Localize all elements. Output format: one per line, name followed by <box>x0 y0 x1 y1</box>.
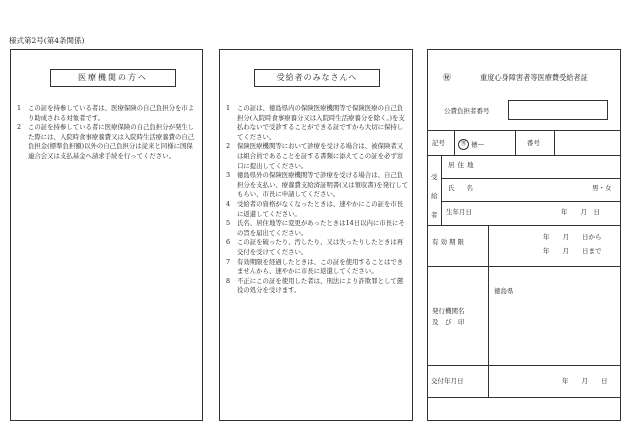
issuer-label: 発行機関名 <box>432 307 465 315</box>
issue-date-label: 交付年月日 <box>431 377 464 385</box>
recipient-label: 受給者 <box>431 173 438 219</box>
issue-date-value: 年 月 日 <box>562 377 608 385</box>
name-label: 氏名 <box>448 184 485 192</box>
dob-value: 年 月 日 <box>561 208 600 216</box>
kigo-label: 記号 <box>432 139 445 147</box>
notice-item: 6 この証を破ったり、汚したり、又は失ったりしたときは再交付を受けてください。 <box>226 238 404 256</box>
gender-field[interactable]: 男・女 <box>592 184 612 192</box>
validity-label: 有効期限 <box>432 238 466 246</box>
certificate-panel <box>427 49 621 421</box>
notice-list <box>17 104 197 162</box>
form-number-label: 様式第2号(第4条関係) <box>9 36 85 45</box>
panel-title: 受給者のみなさんへ <box>254 69 380 87</box>
validity-to: 年 月 日まで <box>543 247 602 255</box>
payer-number-label: 公費負担者番号 <box>444 107 490 115</box>
dob-label: 生年月日 <box>446 208 472 216</box>
recipient-notice-panel <box>219 49 413 421</box>
secret-seal-icon: ㊙ <box>443 73 451 82</box>
panel-title: 医療機関の方へ <box>50 69 176 87</box>
notice-item: 4 受給者の資格がなくなったときは、速やかにこの証を市長に返還してください。 <box>226 199 404 218</box>
residence-label: 居住地 <box>448 161 477 169</box>
notice-item: 1 この証は、徳島県内の保険医療機関等で保険医療の自己負担分(入院時食事療養分又は入院時生活療養分を除く。)を支払わないで受診することができる証ですから大切に保持してください。 <box>226 104 405 141</box>
bango-label: 番号 <box>527 139 540 147</box>
notice-item: 5 氏名、居住地等に変更があったときは14日以内に市長にその旨を届出てください。 <box>226 219 405 237</box>
bango-field[interactable] <box>554 130 620 155</box>
payer-number-field[interactable] <box>508 100 608 120</box>
notice-item: 1 この証を持参している者は、医療保険の自己負担分を市より助成される対象者です。 <box>17 104 195 122</box>
notice-item: 7 有効期限を経過したときは、この証を使用することはできませんから、速やかに市長に返還してください。 <box>226 257 404 276</box>
medical-institution-panel <box>10 49 203 421</box>
certificate-title: 重度心身障害者等医療費受給者証 <box>480 73 588 82</box>
validity-from: 年 月 日から <box>543 233 602 241</box>
notice-list <box>226 104 409 296</box>
toku-seal-icon: ㊚ <box>458 139 469 150</box>
issuer-label-2: 及 び 印 <box>432 318 465 326</box>
notice-item: 2 この証を持参している者に医療保険の自己負担分が発生した際には、入院時食事療養費又は入院時生活療養費の自己負担金(標準負担額)以外の自己負担分は従来と同様に国保連合会又は支払基金へ請求手続を行ってください。 <box>17 123 195 160</box>
issuer-value: 徳島県 <box>494 287 514 295</box>
notice-item: 2 保険医療機関等において診療を受ける場合は、被保険者又は組合員であることを証する書類に添えてこの証を必ず窓口に提出してください。 <box>226 142 404 170</box>
notice-item: 8 不正にこの証を使用した者は、刑法により詐欺罪として懲役の処分を受けます。 <box>226 276 404 295</box>
notice-item: 3 徳島県外の保険医療機関等で診療を受ける場合は、自己負担分を支払い、療養費支給済証明書(又は領収書)を発行してもらい、市長に申請してください。 <box>226 171 409 199</box>
kigo-value: ㊚ 徳— <box>458 139 484 150</box>
